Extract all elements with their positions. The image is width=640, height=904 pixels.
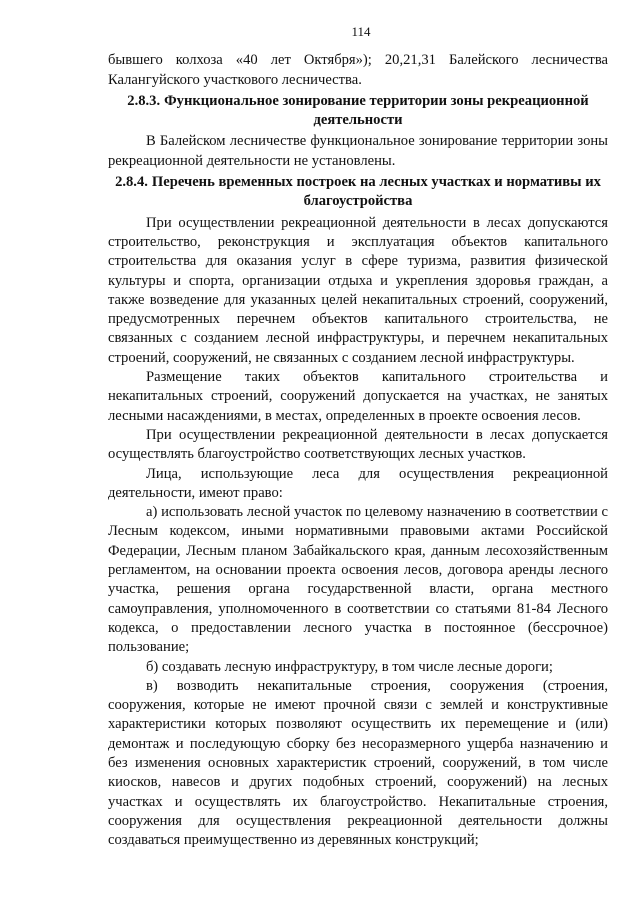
paragraph-placement: Размещение таких объектов капитального строительства и некапитальных строений, сооружений допускается на участках, не занятых лесными насаждениями, в местах, определенных в проекте освоения лесов. xyxy=(108,369,608,424)
paragraph-recreation-construction: При осуществлении рекреационной деятельности в лесах допускаются строительство, реконструкция и эксплуатация объектов капитального строительства для оказания услуг в сфере туризма, развития физической культуры и спорта, организации отдыха и укрепления здоровья граждан, а также возведение для указанных целей некапитальных строений, сооружений, предусмотренных перечнем объектов капитального строительства, не связанных с созданием лесной инфраструктуры, и перечнем некапитальных строений, сооружений, не связанных с созданием лесной инфраструктуры. xyxy=(108,214,608,366)
section-heading-2-8-3 xyxy=(108,92,608,131)
paragraph-rights-intro: Лица, использующие леса для осуществления рекреационной деятельности, имеют право: xyxy=(108,465,608,501)
section-title: Перечень временных построек на лесных участках и нормативы их благоустройства xyxy=(151,174,601,210)
list-item-a: а) использовать лесной участок по целевому назначению в соответствии с Лесным кодексом, иными нормативными правовыми актами Российской Федерации, Лесным планом Забайкальского края, данным лесохозяйственным регламентом, на основании проекта освоения лесов, договора аренды лесного участка, решения органа государственной власти, органа местного самоуправления, уполномоченного в соответствии со статьями 81-84 Лесного кодекса, о предоставлении лесного участка в постоянное (бессрочное) пользование; xyxy=(108,504,608,656)
list-item-b: б) создавать лесную инфраструктуру, в том числе лесные дороги; xyxy=(146,658,553,675)
section-heading-2-8-4 xyxy=(108,173,608,212)
continuation-paragraph: бывшего колхоза «40 лет Октября»); 20,21,31 Балейского лесничества Калангуйского участкового лесничества. xyxy=(108,52,608,88)
section-title: Функциональное зонирование территории зоны рекреационной деятельности xyxy=(164,92,589,129)
section-2-8-3-text: В Балейском лесничестве функциональное зонирование территории зоны рекреационной деятельности не установлены. xyxy=(108,133,608,169)
list-item-v: в) возводить некапитальные строения, сооружения (строения, сооружения, которые не имеют прочной связи с землей и конструктивные характеристики которых позволяют осуществить их перемещение и (или) демонтаж и последующую сборку без несоразмерного ущерба назначению и без изменения основных характеристик строений, сооружений, в том числе киосков, навесов и других подобных строений, сооружений) на лесных участках и осуществлять их благоустройство. Некапитальные строения, сооружения для осуществления рекреационной деятельности должны создаваться преимущественно из деревянных конструкций; xyxy=(108,677,608,849)
section-number: 2.8.3. xyxy=(127,92,161,109)
section-number: 2.8.4. xyxy=(115,174,148,191)
document-page xyxy=(108,22,608,850)
page-number: 114 xyxy=(351,24,371,39)
paragraph-improvement: При осуществлении рекреационной деятельности в лесах допускается осуществлять благоустройство соответствующих лесных участков. xyxy=(108,426,608,463)
